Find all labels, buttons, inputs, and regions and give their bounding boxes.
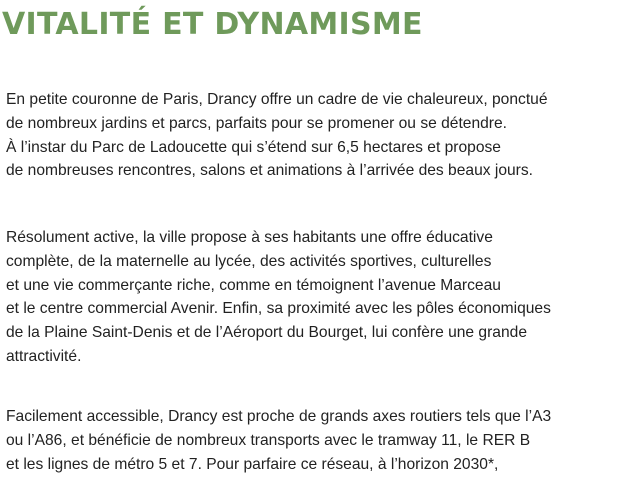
- paragraph-line: de nombreuses rencontres, salons et animations à l’arrivée des beaux jours.: [6, 162, 534, 180]
- paragraph-accessibilite: [6, 405, 636, 476]
- page-title: VITALITÉ ET DYNAMISME: [2, 7, 423, 42]
- paragraph-line: À l’instar du Parc de Ladoucette qui s’étend sur 6,5 hectares et propose: [6, 138, 501, 156]
- paragraph-line: complète, de la maternelle au lycée, des activités sportives, culturelles: [6, 252, 492, 270]
- paragraph-line: ou l’A86, et bénéficie de nombreux transports avec le tramway 11, le RER B: [6, 431, 531, 449]
- paragraph-line: Facilement accessible, Drancy est proche de grands axes routiers tels que l’A3: [6, 408, 552, 425]
- paragraph-line: de nombreux jardins et parcs, parfaits pour se promener ou se détendre.: [6, 114, 508, 132]
- paragraph-cadre-de-vie: [6, 88, 636, 183]
- paragraph-line: et le centre commercial Avenir. Enfin, sa proximité avec les pôles économiques: [6, 300, 551, 318]
- paragraph-line: attractivité.: [6, 347, 82, 365]
- paragraph-line: de la Plaine Saint-Denis et de l’Aéroport du Bourget, lui confère une grande: [6, 324, 527, 342]
- paragraph-line: Résolument active, la ville propose à ses habitants une offre éducative: [6, 229, 493, 246]
- paragraph-line: En petite couronne de Paris, Drancy offre un cadre de vie chaleureux, ponctué: [6, 91, 548, 108]
- paragraph-ville-active: [6, 226, 636, 369]
- paragraph-line: et les lignes de métro 5 et 7. Pour parfaire ce réseau, à l’horizon 2030*,: [6, 455, 499, 473]
- paragraph-line: et une vie commerçante riche, comme en témoignent l’avenue Marceau: [6, 276, 501, 294]
